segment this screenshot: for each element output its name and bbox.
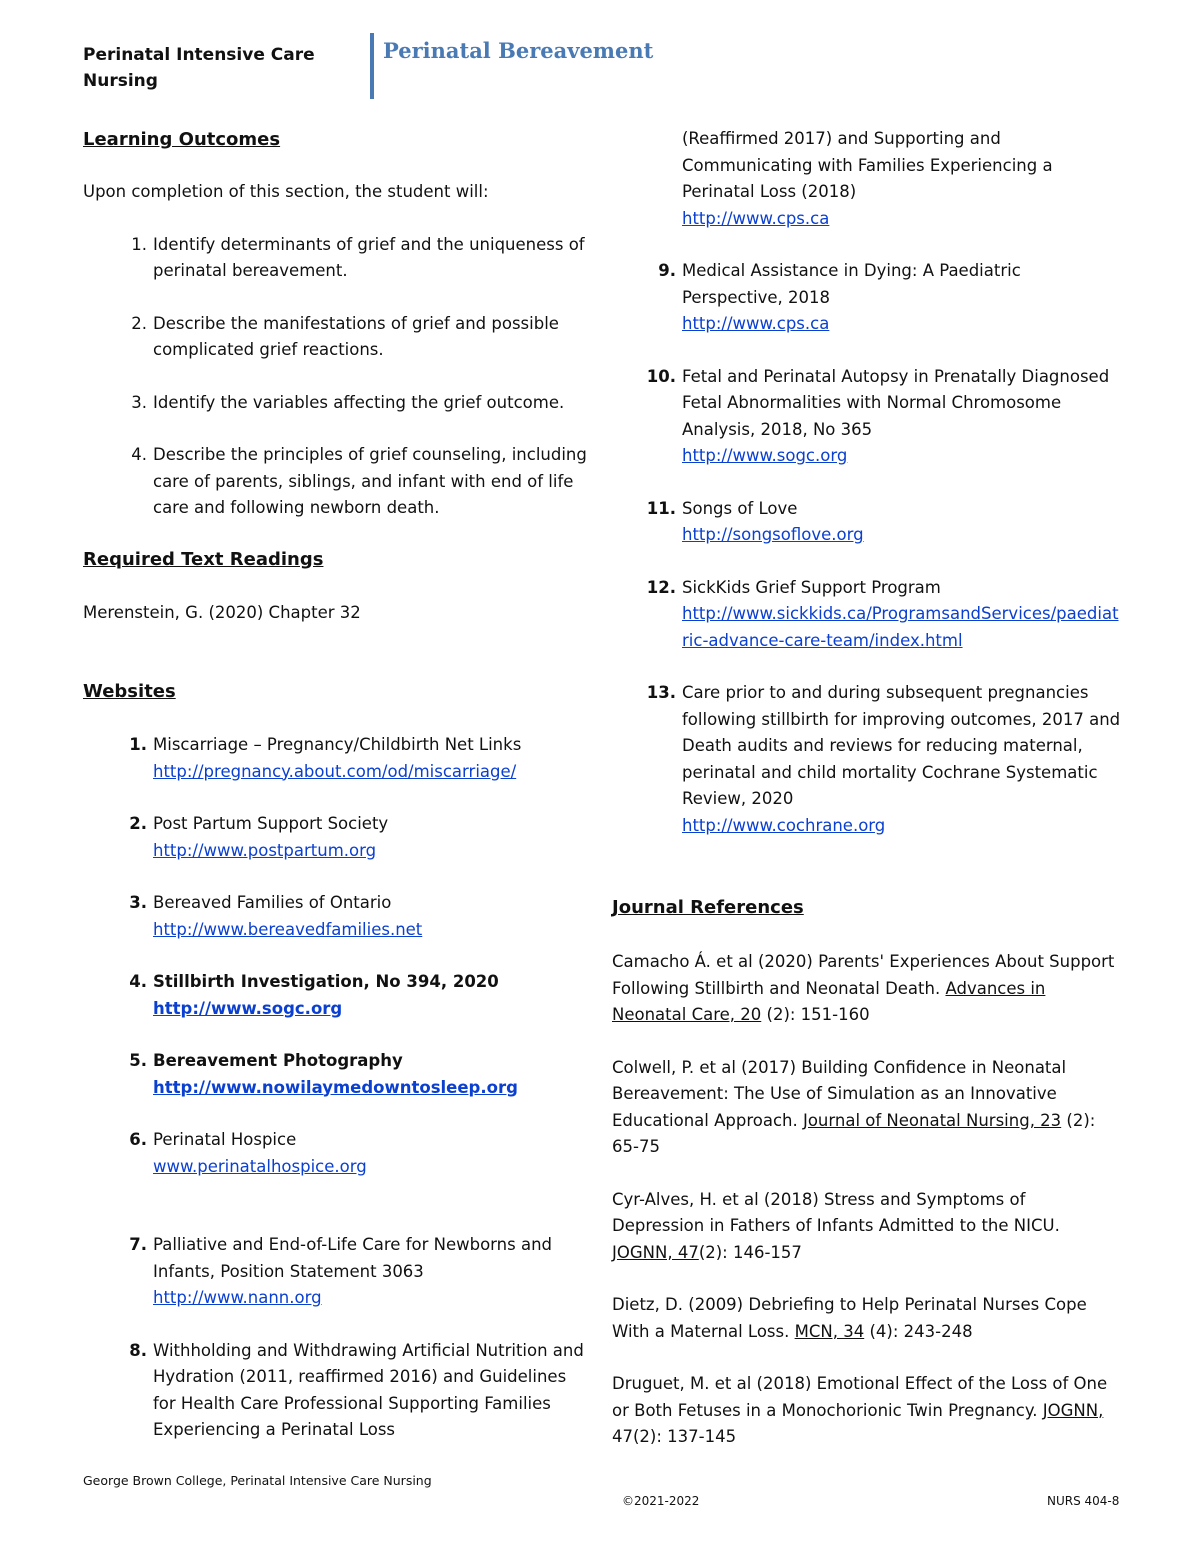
list-item: 11. Songs of Love http://songsoflove.org — [646, 498, 864, 544]
list-item: 13. Care prior to and during subsequent pregnancies following stillbirth for improving outcomes, 2017 and Death audits and reviews for reducing maternal, perinatal and child mortality Cochrane Systematic Review, 2020 http://www.cochrane.org — [646, 683, 1121, 835]
website-title: Care prior to and during subsequent pregnancies following stillbirth for improving outcomes, 2017 and Death audits and reviews for reducing maternal, perinatal and child mortality Cochrane Systematic Review, 2020 — [682, 683, 1121, 808]
websites-list-continued — [612, 126, 1122, 839]
list-item — [612, 126, 1122, 232]
website-title: Bereavement Photography — [153, 1051, 403, 1070]
list-item: 5. Bereavement Photography http://www.nowilaymedowntosleep.org — [129, 1051, 518, 1097]
website-title: Songs of Love — [682, 498, 798, 518]
website-title: Fetal and Perinatal Autopsy in Prenatally Diagnosed Fetal Abnormalities with Normal Chromosome Analysis, 2018, No 365 — [682, 366, 1110, 439]
list-item: 1. Identify determinants of grief and the uniqueness of perinatal bereavement. — [131, 234, 585, 280]
footer-institution: George Brown College, Perinatal Intensive Care Nursing — [83, 1473, 432, 1488]
page-title: Perinatal Bereavement — [383, 38, 654, 63]
journal-reference: Dietz, D. (2009) Debriefing to Help Perinatal Nurses Cope With a Maternal Loss. MCN, 34 (4): 243-248 — [612, 1295, 1087, 1341]
list-item: 2. Post Partum Support Society http://www.postpartum.org — [129, 814, 389, 860]
website-link[interactable]: http://www.cps.ca — [682, 314, 830, 333]
journal-reference: Camacho Á. et al (2020) Parents' Experiences About Support Following Stillbirth and Neonatal Death. Advances in Neonatal Care, 20 (2): 151-160 — [612, 952, 1115, 1024]
learning-outcomes-heading: Learning Outcomes — [83, 129, 281, 150]
journal-reference: Druguet, M. et al (2018) Emotional Effect of the Loss of One or Both Fetuses in a Monochorionic Twin Pregnancy. JOGNN, 47(2): 137-145 — [612, 1374, 1108, 1446]
list-item: 1. Miscarriage – Pregnancy/Childbirth Net Links http://pregnancy.about.com/od/miscarriage/ — [129, 735, 522, 781]
website-title: Palliative and End-of-Life Care for Newborns and Infants, Position Statement 3063 — [153, 1235, 553, 1281]
website-title: Bereaved Families of Ontario — [153, 893, 392, 912]
website-link[interactable]: http://www.nowilaymedowntosleep.org — [153, 1077, 518, 1097]
list-item: 10. Fetal and Perinatal Autopsy in Prenatally Diagnosed Fetal Abnormalities with Normal Chromosome Analysis, 2018, No 365 http://www.sogc.org — [646, 366, 1110, 465]
website-title: (Reaffirmed 2017) and Supporting and Communicating with Families Experiencing a Perinatal Loss (2018) — [682, 129, 1053, 201]
list-item: 7. Palliative and End-of-Life Care for Newborns and Infants, Position Statement 3063 http://www.nann.org — [129, 1235, 553, 1307]
website-title: Withholding and Withdrawing Artificial Nutrition and Hydration (2011, reaffirmed 2016) and Guidelines for Health Care Professional Supporting Families Experiencing a Perinatal Loss — [153, 1340, 584, 1439]
website-link[interactable]: http://www.nann.org — [153, 1288, 322, 1307]
website-title: Medical Assistance in Dying: A Paediatric Perspective, 2018 — [682, 261, 1021, 307]
website-link[interactable]: http://www.sickkids.ca/ProgramsandServices/paediatric-advance-care-team/index.html — [682, 604, 1119, 650]
website-link[interactable]: http://songsoflove.org — [682, 525, 864, 544]
website-link[interactable]: http://www.cochrane.org — [682, 815, 886, 835]
header-divider — [370, 33, 374, 99]
required-readings-text: Merenstein, G. (2020) Chapter 32 — [83, 602, 361, 622]
website-title: SickKids Grief Support Program — [682, 577, 941, 597]
website-link[interactable]: www.perinatalhospice.org — [153, 1156, 367, 1176]
website-link[interactable]: http://www.bereavedfamilies.net — [153, 919, 423, 939]
list-item: 12. SickKids Grief Support Program http://www.sickkids.ca/ProgramsandServices/paediatric-advance-care-team/index.html — [646, 577, 1119, 650]
journal-reference: Cyr-Alves, H. et al (2018) Stress and Symptoms of Depression in Fathers of Infants Admitted to the NICU. JOGNN, 47(2): 146-157 — [612, 1189, 1060, 1262]
website-link[interactable]: http://www.sogc.org — [682, 446, 848, 465]
list-item: 8. Withholding and Withdrawing Artificial Nutrition and Hydration (2011, reaffirmed 2016) and Guidelines for Health Care Professional Supporting Families Experiencing a Perinatal Loss — [129, 1340, 584, 1439]
website-title: Perinatal Hospice — [153, 1130, 297, 1149]
right-column — [612, 126, 1122, 1451]
website-title: Stillbirth Investigation, No 394, 2020 — [153, 972, 499, 991]
list-item: 6. Perinatal Hospice www.perinatalhospice.org — [129, 1130, 367, 1176]
list-item: 4. Stillbirth Investigation, No 394, 2020 http://www.sogc.org — [129, 972, 499, 1018]
course-title: Perinatal Intensive Care Nursing — [83, 45, 315, 91]
website-title: Miscarriage – Pregnancy/Childbirth Net Links — [153, 735, 522, 754]
journal-references-heading: Journal References — [612, 897, 804, 918]
list-item: 4. Describe the principles of grief counseling, including care of parents, siblings, and infant with end of life care and following newborn death. — [131, 445, 587, 517]
list-item: 3. Bereaved Families of Ontario http://www.bereavedfamilies.net — [129, 893, 423, 939]
list-item: 3. Identify the variables affecting the grief outcome. — [131, 392, 565, 412]
website-link[interactable]: http://www.postpartum.org — [153, 840, 377, 860]
journal-reference: Colwell, P. et al (2017) Building Confidence in Neonatal Bereavement: The Use of Simulation as an Innovative Educational Approach. Journal of Neonatal Nursing, 23 (2): 65-75 — [612, 1057, 1096, 1156]
website-link[interactable]: http://www.cps.ca — [682, 208, 830, 228]
website-link[interactable]: http://pregnancy.about.com/od/miscarriage/ — [153, 761, 517, 781]
footer-course-code: NURS 404-8 — [1047, 1494, 1120, 1508]
left-column — [83, 126, 593, 1444]
footer-copyright: ©2021-2022 — [622, 1494, 700, 1508]
websites-heading: Websites — [83, 681, 176, 702]
list-item: 9. Medical Assistance in Dying: A Paediatric Perspective, 2018 http://www.cps.ca — [658, 261, 1021, 333]
websites-list — [83, 732, 593, 1444]
required-readings-heading: Required Text Readings — [83, 548, 324, 570]
journal-references-list — [612, 949, 1122, 1451]
learning-outcomes-list — [83, 232, 593, 522]
list-item: 2. Describe the manifestations of grief and possible complicated grief reactions. — [131, 313, 559, 359]
website-link[interactable]: http://www.sogc.org — [153, 998, 343, 1018]
learning-outcomes-intro: Upon completion of this section, the student will: — [83, 182, 489, 201]
website-title: Post Partum Support Society — [153, 814, 389, 833]
